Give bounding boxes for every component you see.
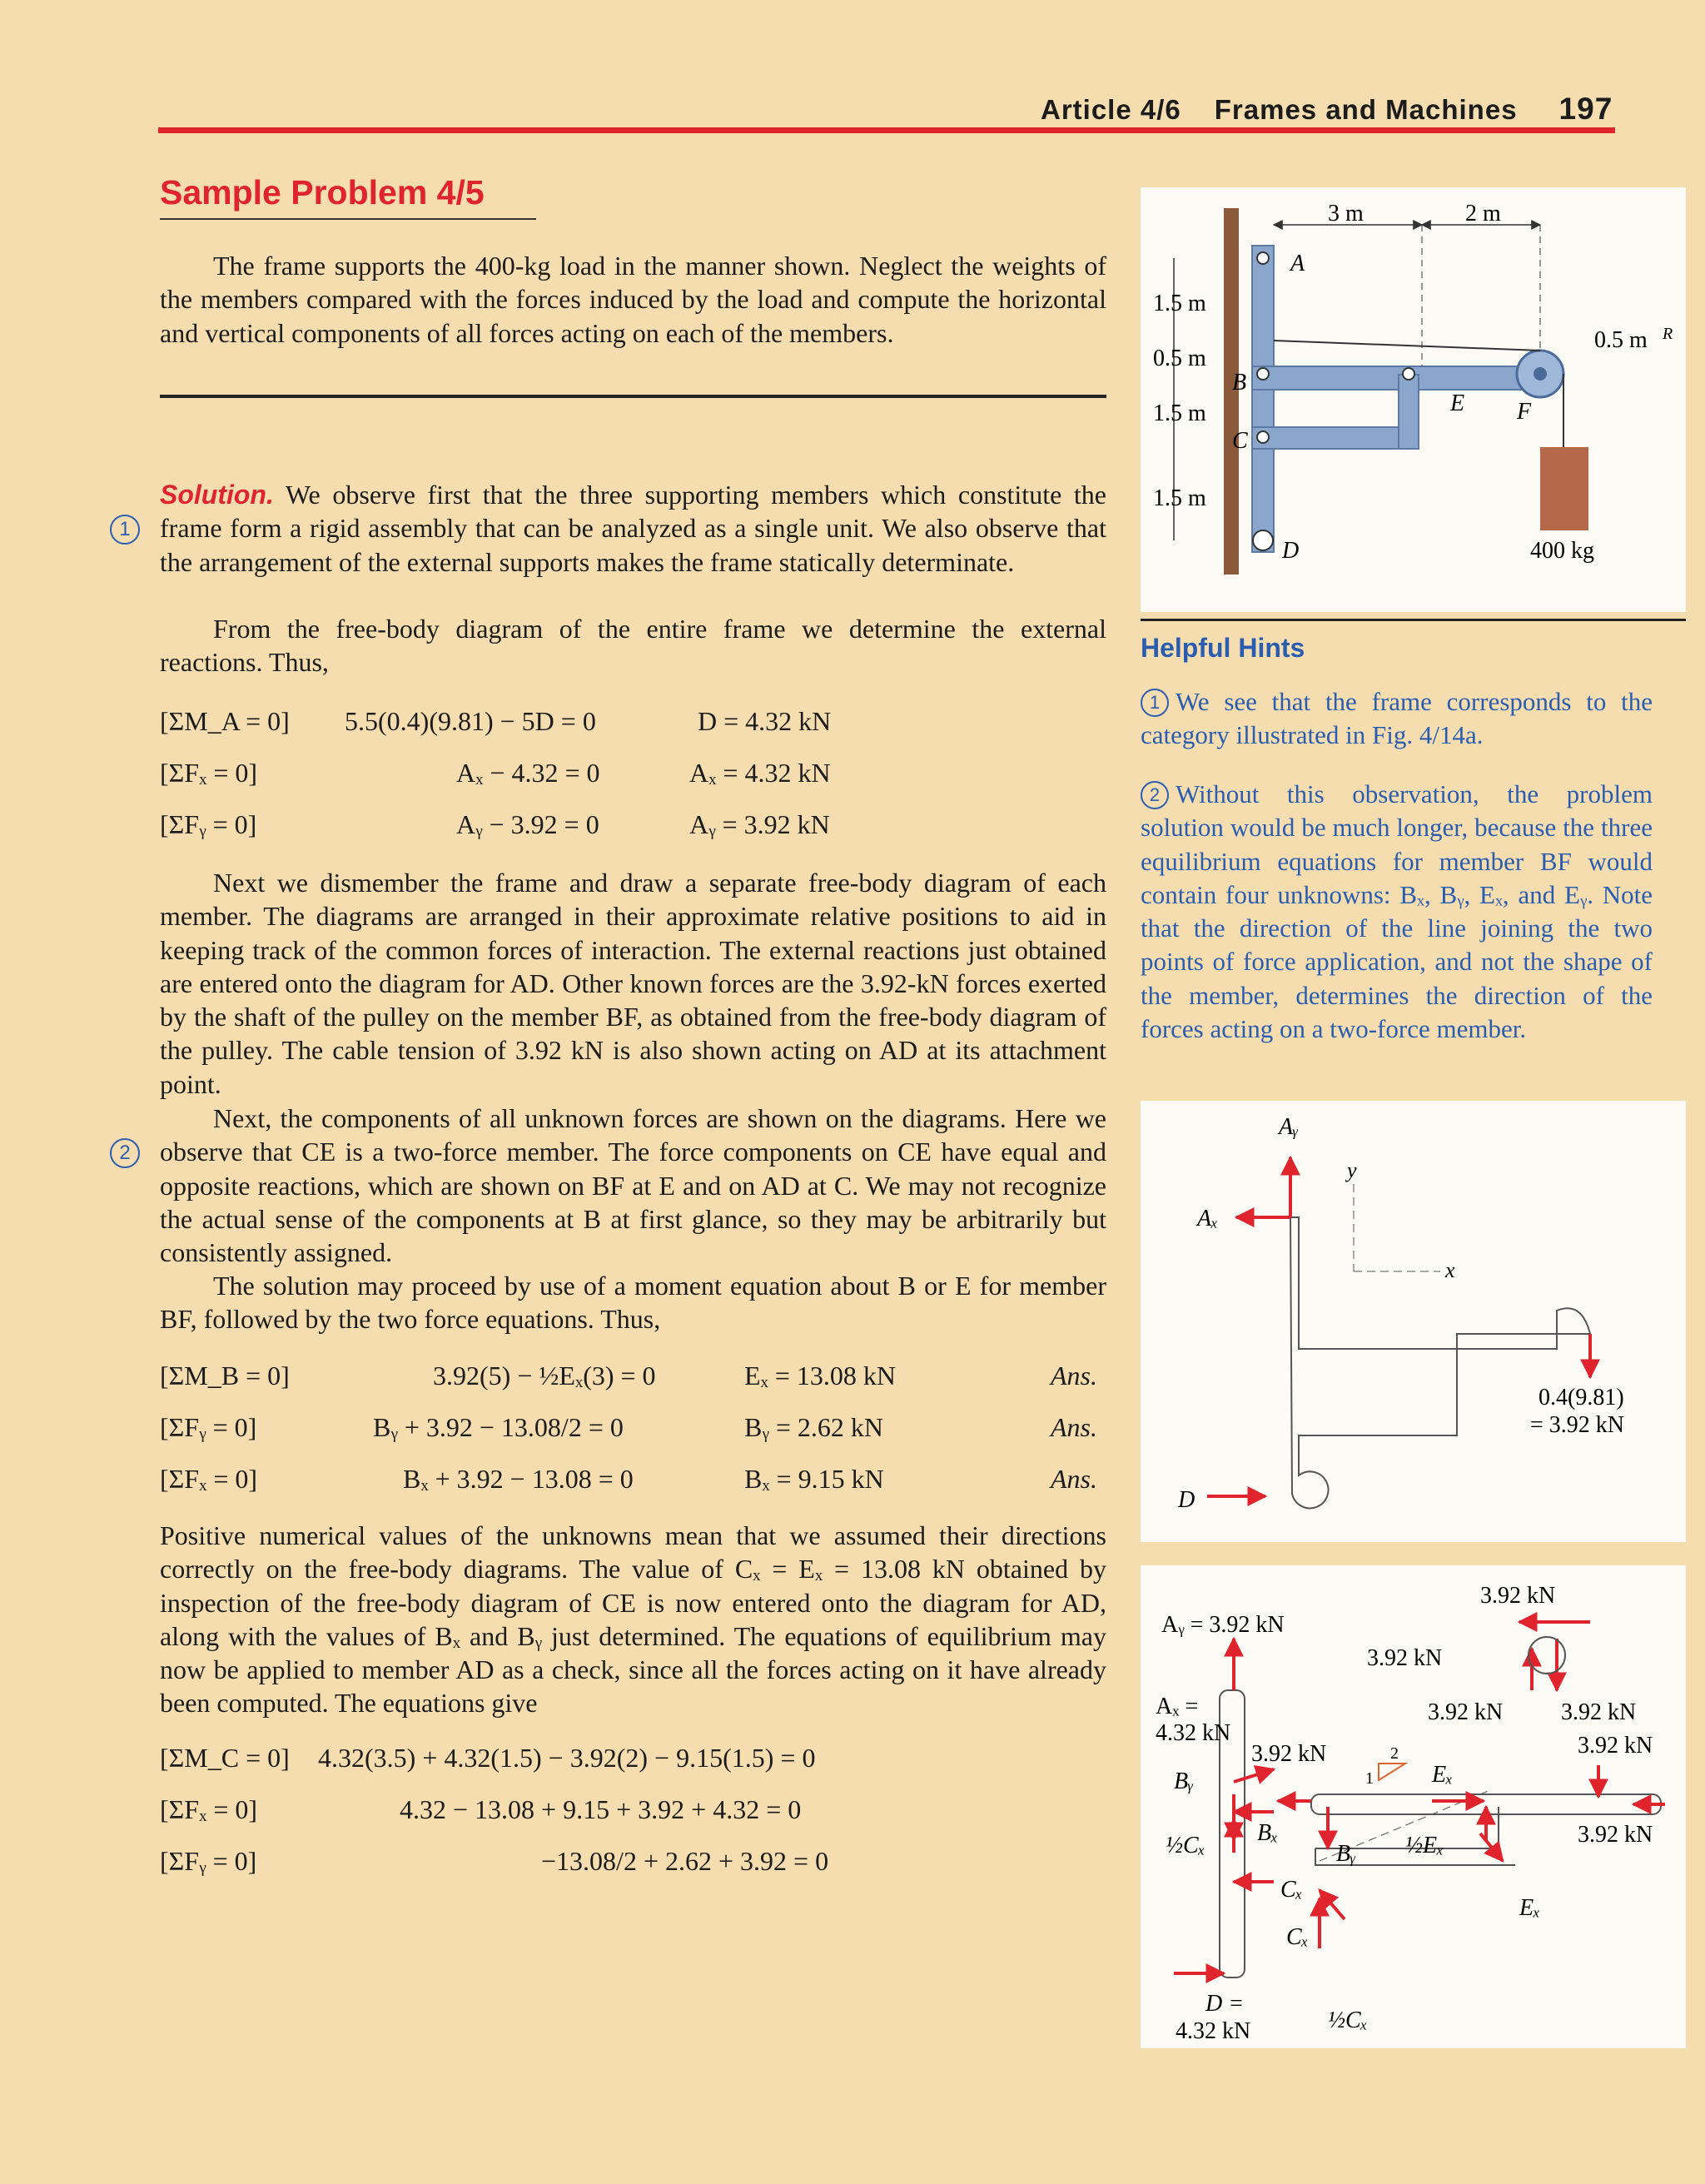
label-by-bf: Bᵧ <box>1336 1841 1356 1867</box>
eq3-cond-1: [ΣM_C = 0] <box>160 1743 290 1773</box>
eq1-cond-1: [ΣM_A = 0] <box>160 706 290 736</box>
label-y: y <box>1347 1158 1357 1182</box>
load-block <box>1540 447 1588 530</box>
label-ax-1: Aₓ = <box>1156 1694 1199 1719</box>
slope-triangle <box>1379 1764 1405 1780</box>
cable-top <box>1274 341 1540 351</box>
problem-statement: The frame supports the 400-kg load in the manner shown. Neglect the weights of the members compared with the forces induced by the load and compute the horizontal and vertical components of all forces acting on each of the members. <box>160 251 1106 348</box>
fbd-members-svg <box>1141 1565 1686 2048</box>
eq3-cond-2: [ΣFₓ = 0] <box>160 1794 258 1824</box>
solution-para-2: From the free-body diagram of the entire frame we determine the external reactions. Thus, <box>160 614 1106 678</box>
label-slope-2: 2 <box>1390 1744 1399 1763</box>
label-load-1: 0.4(9.81) <box>1538 1385 1624 1410</box>
eq2-res-2: Bᵧ = 2.62 kN <box>744 1412 883 1442</box>
solution-para-6: Positive numerical values of the unknowns mean that we assumed their directions correctly on the free-body diagrams. The value of Cₓ = Eₓ = 13.08 kN obtained by inspection of the free-body diagram of CE is now entered onto the diagram for AD, along with the values of Bₓ and Bᵧ just determined. The equations of equilibrium may now be applied to member AD as a check, since all the forces acting on it have already been computed. The equations give <box>160 1520 1106 1719</box>
sample-problem-title: Sample Problem 4/5 <box>160 173 485 211</box>
solution-para-3: Next we dismember the frame and draw a separate free-body diagram of each member. The diagrams are arranged in their approximate relative positions to aid in keeping track of the common forces of interaction. The external reactions just obtained are entered onto the diagram for AD. Other known forces are the 3.92-kN forces exerted by the shaft of the pulley on the member BF, as obtained from the free-body diagram of the pulley. The cable tension of 3.92 kN is also shown acting on AD at its attachment point. <box>160 868 1106 1099</box>
pulley-outline <box>1529 1637 1565 1674</box>
label-d-1: D = <box>1205 1991 1245 2017</box>
solution-text-1: We observe first that the three supporting members which constitute the frame form a rigid assembly that can be analyzed as a single unit. We also observe that the arrangement of the external supports makes the frame statically determinate. <box>160 480 1106 577</box>
member-bf <box>1252 366 1535 390</box>
helpful-hints-title: Helpful Hints <box>1141 633 1305 663</box>
label-d: D <box>1178 1487 1195 1513</box>
hints-rule <box>1141 619 1686 621</box>
label-d: D <box>1282 538 1300 564</box>
label-d-2: 4.32 kN <box>1176 2018 1251 2044</box>
label-3m: 3 m <box>1328 201 1364 226</box>
label-ex-ce: Eₓ <box>1519 1895 1541 1921</box>
label-392-g: 3.92 kN <box>1578 1822 1653 1848</box>
label-2m: 2 m <box>1465 201 1501 226</box>
eq2-eq-1: 3.92(5) − ½Eₓ(3) = 0 <box>433 1361 656 1390</box>
eq2-ans-2: Ans. <box>1051 1412 1097 1442</box>
eq3-eq-1: 4.32(3.5) + 4.32(1.5) − 3.92(2) − 9.15(1.5) = 0 <box>318 1743 816 1773</box>
label-by: Bᵧ <box>1174 1769 1194 1794</box>
hint-2-number: 2 <box>1141 781 1169 809</box>
label-392-e: 3.92 kN <box>1561 1699 1637 1725</box>
eq2-ans-3: Ans. <box>1051 1464 1097 1494</box>
eq2-cond-2: [ΣFᵧ = 0] <box>160 1412 257 1442</box>
chapter-title: Frames and Machines <box>1214 94 1518 125</box>
label-cx: Cₓ <box>1280 1877 1303 1903</box>
eq2-cond-1: [ΣM_B = 0] <box>160 1361 290 1390</box>
label-15m-a: 1.5 m <box>1153 291 1206 316</box>
eq2-res-3: Bₓ = 9.15 kN <box>744 1464 884 1494</box>
frame-figure <box>1141 187 1686 612</box>
eq2-res-1: Eₓ = 13.08 kN <box>744 1361 896 1390</box>
eq1-cond-3: [ΣFᵧ = 0] <box>160 809 257 839</box>
label-x: x <box>1445 1258 1455 1282</box>
solution-label: Solution. <box>160 480 274 510</box>
pin-e <box>1403 368 1414 380</box>
label-c: C <box>1232 428 1248 454</box>
label-f: F <box>1517 399 1532 425</box>
eq3-eq-2: 4.32 − 13.08 + 9.15 + 3.92 + 4.32 = 0 <box>400 1794 802 1824</box>
article-label: Article 4/6 <box>1041 94 1181 125</box>
hint-1-text: We see that the frame corresponds to the category illustrated in Fig. 4/14a. <box>1141 687 1653 750</box>
hint-2 <box>1141 778 1653 1046</box>
pin-d <box>1253 530 1273 550</box>
label-half-cx: ½Cₓ <box>1166 1833 1205 1858</box>
label-392-b: 3.92 kN <box>1367 1645 1443 1671</box>
header-rule <box>158 127 1615 133</box>
label-e: E <box>1450 391 1465 416</box>
label-392-f: 3.92 kN <box>1578 1733 1653 1759</box>
frame-diagram <box>1141 187 1686 612</box>
hint-1-number: 1 <box>1141 689 1169 717</box>
label-r: R <box>1663 325 1673 343</box>
label-half-cx-ce: ½Cₓ <box>1328 2007 1368 2033</box>
label-15m-b: 1.5 m <box>1153 400 1206 426</box>
eq1-eq-3: Aᵧ − 3.92 = 0 <box>456 809 599 839</box>
member-ce-riser <box>1399 375 1419 449</box>
label-15m-c: 1.5 m <box>1153 485 1206 511</box>
hint-marker-1[interactable]: 1 <box>110 515 140 545</box>
label-radius: 0.5 m <box>1594 327 1648 353</box>
eq2-eq-3: Bₓ + 3.92 − 13.08 = 0 <box>403 1464 634 1494</box>
member-ad <box>1252 246 1274 552</box>
eq1-cond-2: [ΣFₓ = 0] <box>160 758 258 788</box>
eq1-res-2: Aₓ = 4.32 kN <box>689 758 831 788</box>
label-a: A <box>1290 251 1305 276</box>
label-slope-1: 1 <box>1365 1769 1374 1788</box>
member-ce-lower <box>1252 427 1419 449</box>
label-cx-ce: Cₓ <box>1286 1924 1309 1950</box>
fbd-entire-frame <box>1141 1101 1686 1542</box>
pulley-hub <box>1534 367 1547 381</box>
label-ax-2: 4.32 kN <box>1156 1720 1231 1746</box>
frame-outline <box>1290 1217 1590 1508</box>
label-bx: Bₓ <box>1257 1820 1279 1846</box>
label-ex: Eₓ <box>1432 1762 1454 1788</box>
eq1-eq-1: 5.5(0.4)(9.81) − 5D = 0 <box>345 706 596 736</box>
fbd-members <box>1141 1565 1686 2048</box>
label-05m: 0.5 m <box>1153 346 1206 371</box>
page-number: 197 <box>1558 92 1613 126</box>
solution-para-5: The solution may proceed by use of a moment equation about B or E for member BF, followed by the two force equations. Thus, <box>160 1271 1106 1335</box>
arrow-tension <box>1234 1769 1274 1782</box>
eq1-eq-2: Aₓ − 4.32 = 0 <box>456 758 600 788</box>
eq1-res-1: D = 4.32 kN <box>698 706 832 736</box>
running-head <box>1041 92 1613 127</box>
pin-b <box>1257 368 1269 380</box>
eq2-ans-1: Ans. <box>1051 1361 1097 1390</box>
eq1-res-3: Aᵧ = 3.92 kN <box>689 809 830 839</box>
hint-marker-2[interactable]: 2 <box>110 1138 140 1168</box>
eq2-eq-2: Bᵧ + 3.92 − 13.08/2 = 0 <box>373 1412 624 1442</box>
label-392-c: 3.92 kN <box>1480 1583 1556 1609</box>
label-ay: Aᵧ = 3.92 kN <box>1161 1612 1285 1638</box>
eq3-cond-3: [ΣFᵧ = 0] <box>160 1846 257 1876</box>
label-mass: 400 kg <box>1530 538 1594 564</box>
label-b: B <box>1232 370 1247 396</box>
pin-a <box>1257 252 1269 264</box>
label-half-ex: ½Eₓ <box>1405 1833 1444 1858</box>
eq2-cond-3: [ΣFₓ = 0] <box>160 1464 258 1494</box>
label-ay: Aᵧ <box>1279 1114 1299 1140</box>
eq3-eq-3: −13.08/2 + 2.62 + 3.92 = 0 <box>541 1846 829 1876</box>
solution-para-4: Next, the components of all unknown forces are shown on the diagrams. Here we observe that CE is a two-force member. The force components on CE have equal and opposite reactions, which are shown on BF at E and on AD at C. We may not recognize the actual sense of the components at B at first glance, so they may be arbitrarily but consistently assigned. <box>160 1103 1106 1268</box>
solution-para-1 <box>160 478 1106 579</box>
pin-c <box>1257 431 1269 443</box>
label-load-2: = 3.92 kN <box>1530 1412 1625 1438</box>
title-underline <box>160 218 536 220</box>
label-ax: Aₓ <box>1197 1206 1219 1231</box>
fbd-entire-svg <box>1141 1101 1686 1542</box>
hint-1 <box>1141 685 1653 753</box>
hint-2-text: Without this observation, the problem solution would be much longer, because the three equilibrium equations for member BF would contain four unknowns: Bₓ, Bᵧ, Eₓ, and Eᵧ. Note that the direction of the line joining the two points of force application, and not the shape of the member, determines the direction of the forces acting on a two-force member. <box>1141 779 1653 1044</box>
arrow-ce-cx <box>1320 1890 1345 1919</box>
problem-rule <box>160 395 1106 398</box>
label-392-d: 3.92 kN <box>1428 1699 1504 1725</box>
label-tension: 3.92 kN <box>1251 1741 1327 1767</box>
